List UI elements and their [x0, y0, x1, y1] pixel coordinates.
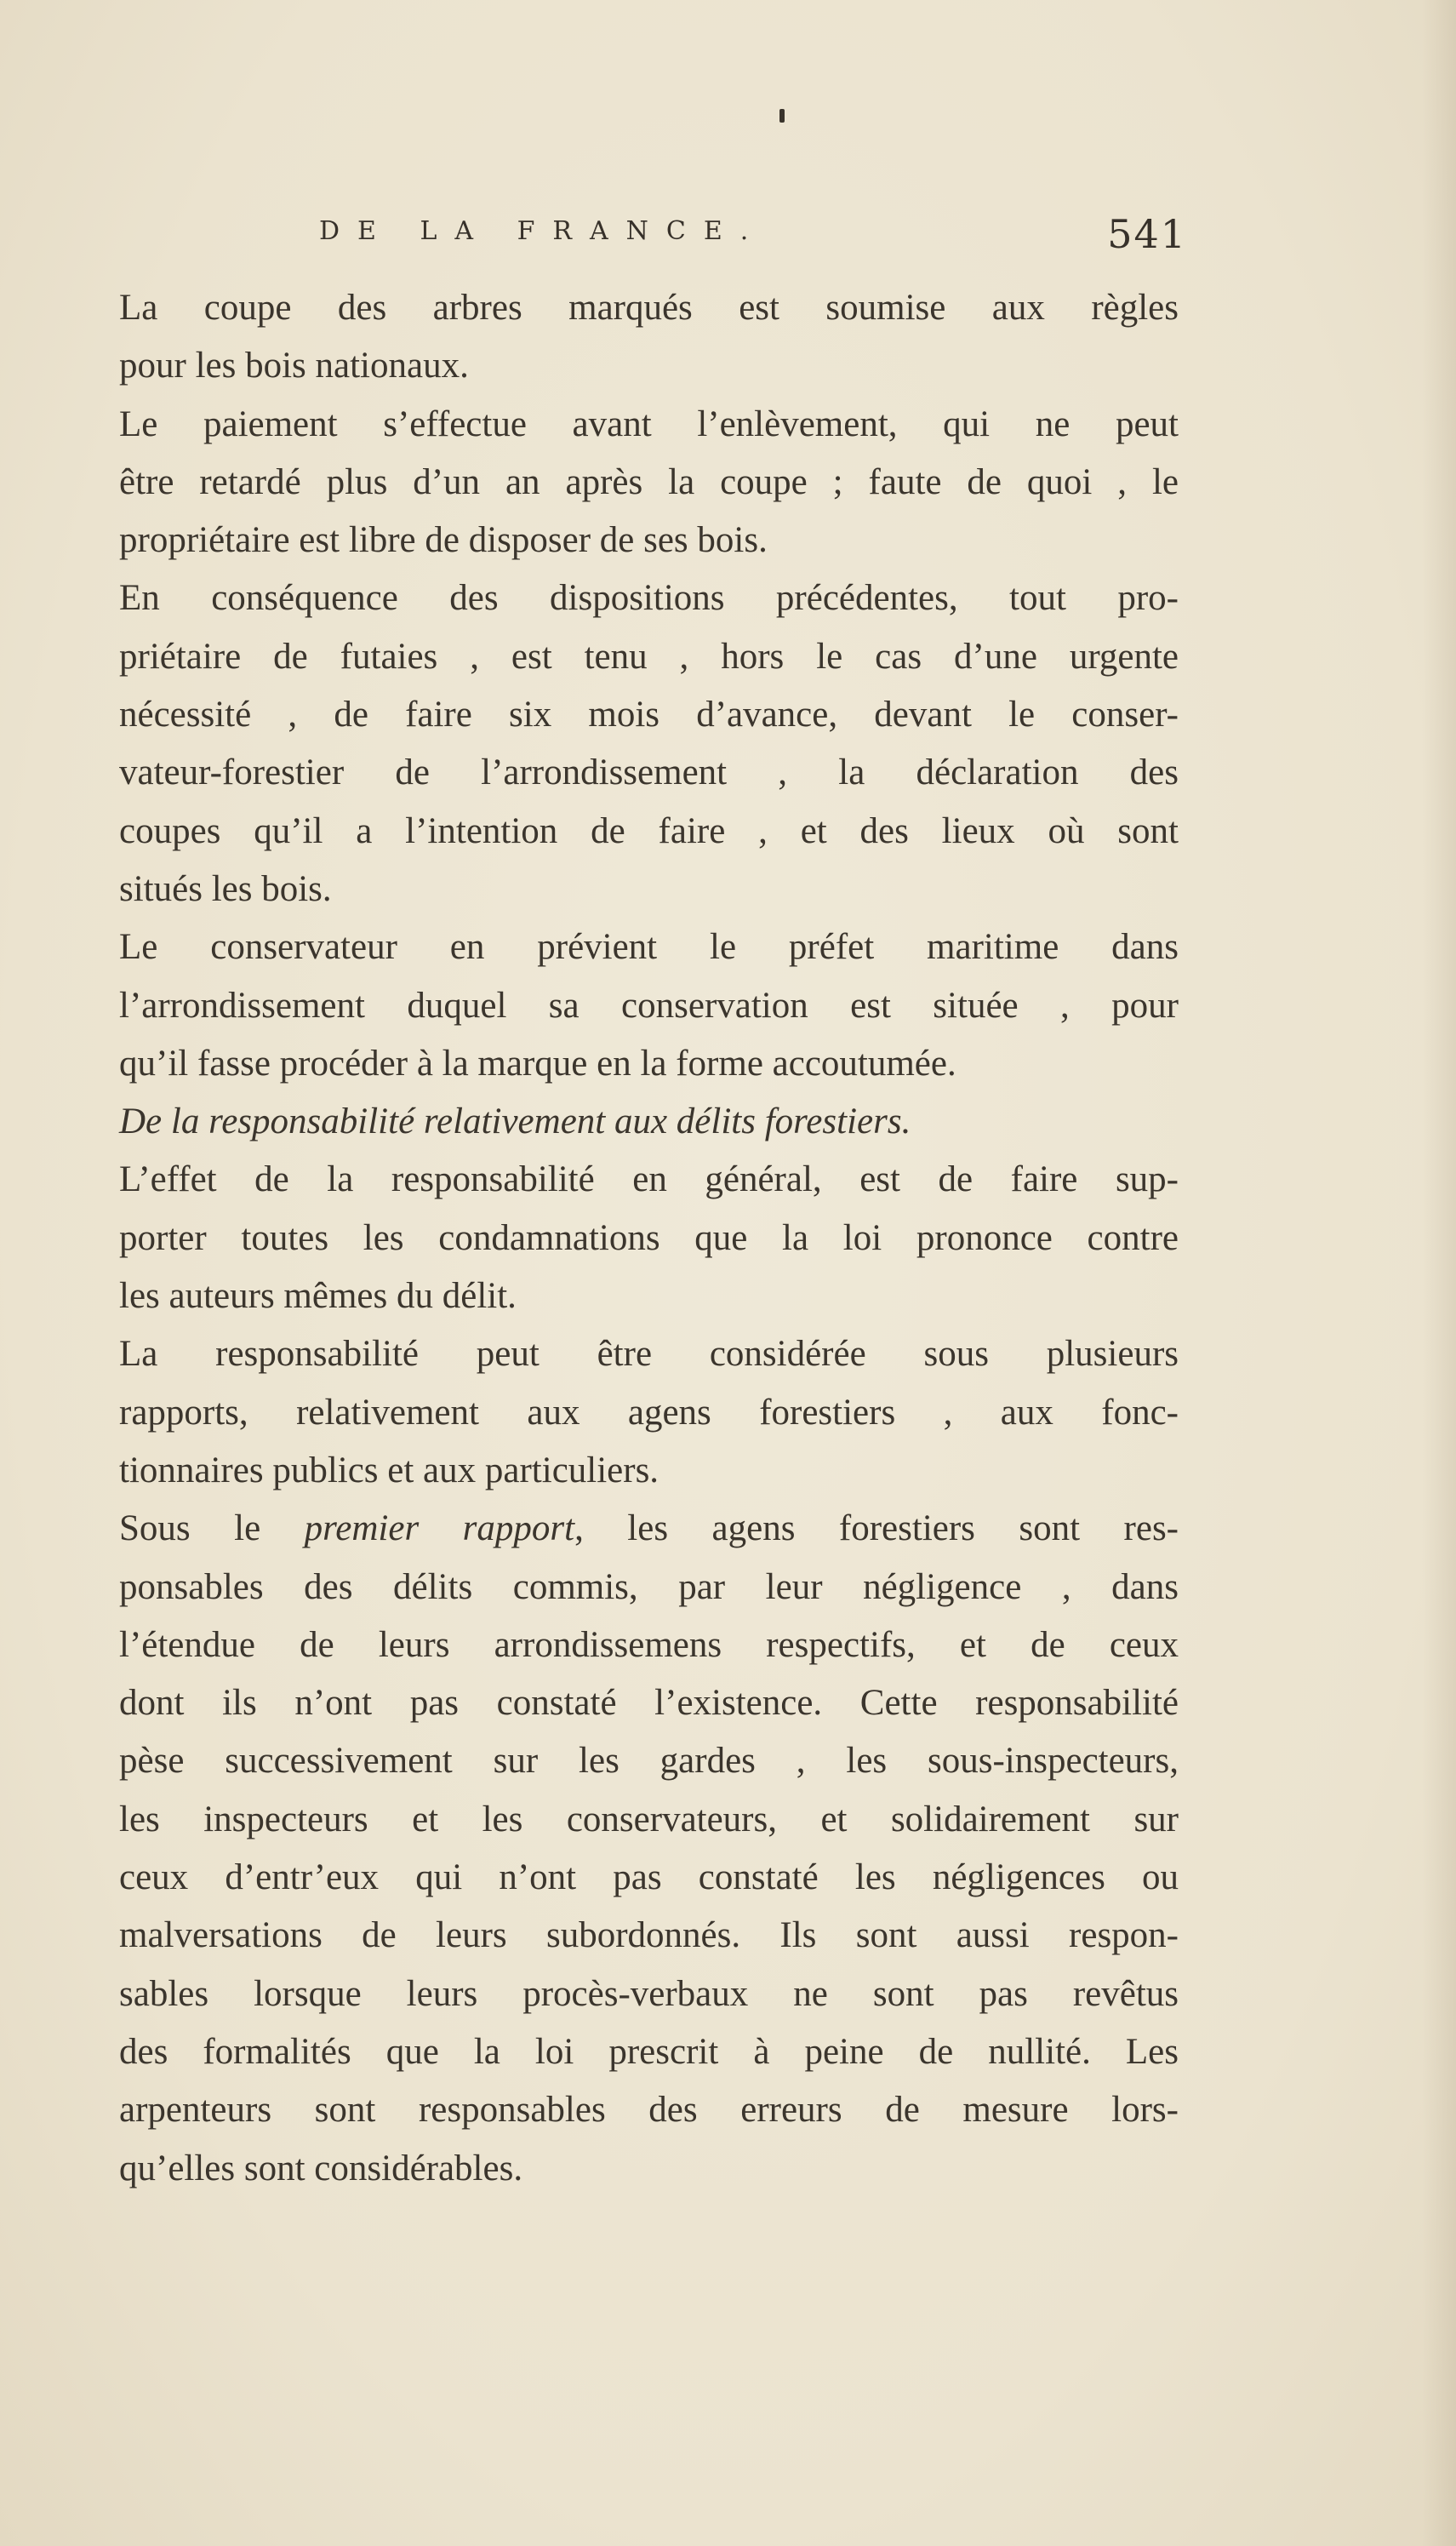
- text-line: pour les bois nationaux.: [119, 346, 469, 386]
- paragraph: [119, 1151, 1179, 1325]
- text-line: [119, 1500, 1179, 1558]
- page-edge-shadow: [1422, 0, 1456, 2546]
- text-line: En conséquence des dispositions précédentes, tout pro-: [119, 578, 1179, 619]
- text-line: les auteurs mêmes du délit.: [119, 1276, 517, 1317]
- text-segment: , les agens forestiers sont res-: [574, 1508, 1179, 1549]
- text-line: qu’il fasse procéder à la marque en la forme accoutumée.: [119, 1043, 956, 1084]
- text-line: Le paiement s’effectue avant l’enlèvement, qui ne peut: [119, 403, 1179, 444]
- paragraph: [119, 569, 1179, 918]
- text-line: dont ils n’ont pas constaté l’existence. Cette responsabilité: [119, 1683, 1179, 1724]
- emphasis-text: premier rapport: [304, 1508, 575, 1549]
- paragraph: [119, 918, 1179, 1093]
- text-line: être retardé plus d’un an après la coupe ; faute de quoi , le: [119, 461, 1179, 502]
- text-line: arpenteurs sont responsables des erreurs de mesure lors-: [119, 2090, 1179, 2131]
- text-line: priétaire de futaies , est tenu , hors le cas d’une urgente: [119, 636, 1179, 677]
- paragraph: [119, 279, 1179, 396]
- text-line: Le conservateur en prévient le préfet maritime dans: [119, 927, 1179, 968]
- text-line: l’étendue de leurs arrondissemens respectifs, et de ceux: [119, 1624, 1179, 1665]
- text-line: ceux d’entr’eux qui n’ont pas constaté les négligences ou: [119, 1857, 1179, 1898]
- text-line: vateur-forestier de l’arrondissement , la déclaration des: [119, 752, 1179, 793]
- section-heading: De la responsabilité relativement aux délits forestiers.: [119, 1101, 911, 1142]
- text-segment: Sous le: [119, 1508, 305, 1549]
- text-line: L’effet de la responsabilité en général, est de faire sup-: [119, 1159, 1179, 1200]
- text-line: les inspecteurs et les conservateurs, et solidairement sur: [119, 1799, 1179, 1839]
- text-line: des formalités que la loi prescrit à peine de nullité. Les: [119, 2031, 1179, 2072]
- text-line: La coupe des arbres marqués est soumise aux règles: [119, 288, 1179, 328]
- page-header: [319, 211, 1187, 262]
- text-line: pèse successivement sur les gardes , les sous-inspecteurs,: [119, 1741, 1179, 1782]
- paragraph: [119, 1325, 1179, 1500]
- ink-mark: [779, 109, 785, 123]
- page-number: 541: [1107, 211, 1187, 257]
- running-head: DE LA FRANCE.: [319, 216, 767, 246]
- text-line: coupes qu’il a l’intention de faire , et des lieux où sont: [119, 810, 1179, 851]
- text-line: qu’elles sont considérables.: [119, 2148, 523, 2188]
- text-line: tionnaires publics et aux particuliers.: [119, 1450, 659, 1490]
- text-line: propriétaire est libre de disposer de ses bois.: [119, 520, 768, 561]
- text-line: ponsables des délits commis, par leur négligence , dans: [119, 1566, 1179, 1607]
- text-line: La responsabilité peut être considérée sous plusieurs: [119, 1334, 1179, 1375]
- text-line: nécessité , de faire six mois d’avance, devant le conser-: [119, 695, 1179, 735]
- text-line: l’arrondissement duquel sa conservation est située , pour: [119, 985, 1179, 1026]
- text-line: malversations de leurs subordonnés. Ils sont aussi respon-: [119, 1915, 1179, 1956]
- text-line: situés les bois.: [119, 868, 332, 909]
- paragraph: [119, 396, 1179, 570]
- text-line: rapports, relativement aux agens forestiers , aux fonc-: [119, 1392, 1179, 1433]
- paragraph: [119, 1500, 1179, 2198]
- body-text: [119, 279, 1179, 2198]
- text-line: sables lorsque leurs procès-verbaux ne sont pas revêtus: [119, 1973, 1179, 2014]
- text-line: porter toutes les condamnations que la loi prononce contre: [119, 1217, 1179, 1258]
